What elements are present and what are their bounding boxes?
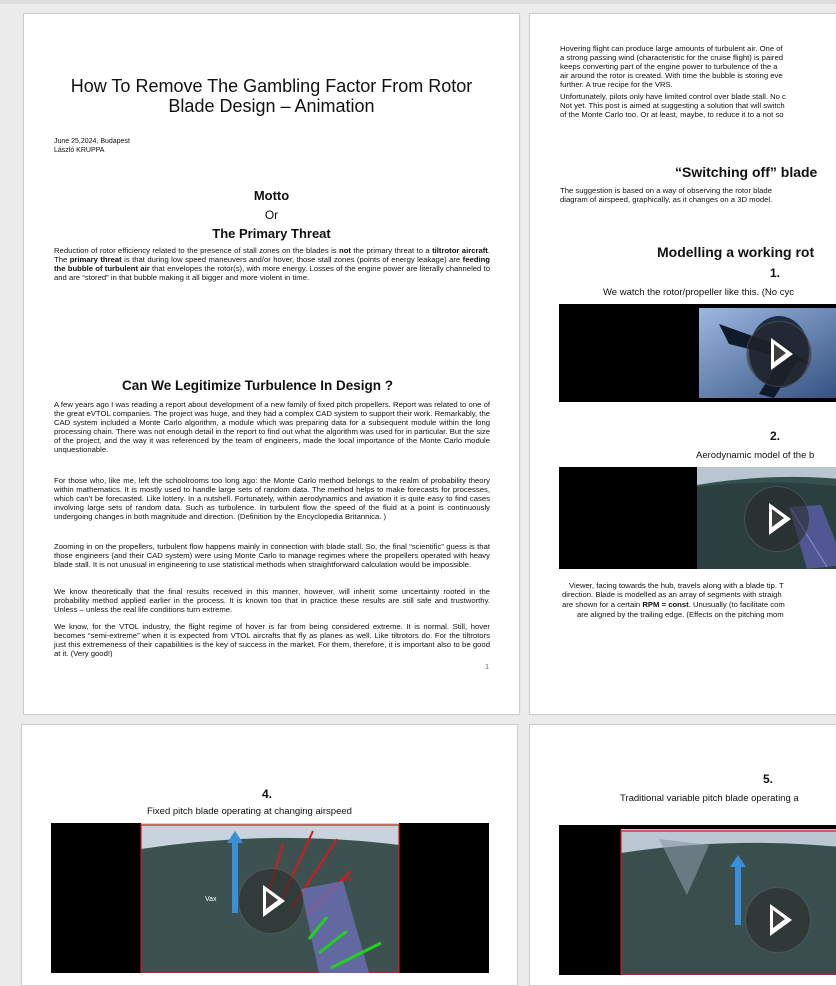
step-5-caption: Traditional variable pitch blade operating a xyxy=(620,793,799,804)
video-rotor-view[interactable] xyxy=(559,304,836,402)
play-button[interactable] xyxy=(746,321,812,387)
motto-heading: Motto xyxy=(253,188,290,203)
page2-paragraph-1: Hovering flight can produce large amounts of turbulent air. One of a strong passing wind (characteristic for the cruise flight) is paired keeps converting part of the engine power to turbulence of the a air around the rotor is created. With time the bubble is storing eve further. A true recipe for the VRS. xyxy=(560,44,784,90)
video-fixed-pitch[interactable] xyxy=(51,823,489,973)
document-page-1 xyxy=(23,13,520,715)
document-meta xyxy=(54,137,130,155)
title-line-2: Blade Design – Animation xyxy=(168,96,375,116)
document-author: László KRUPPA xyxy=(54,147,105,154)
video-blade-model[interactable] xyxy=(559,467,836,569)
body-paragraph-4: We know theoretically that the final results received in this manner, however, will inherit some uncertainty rooted in the probability method applied earlier in the process. It is known too that in practice these results are still safe and trustworthy. Unless – unless the real life conditions turn extreme. xyxy=(54,587,490,615)
play-button[interactable] xyxy=(744,486,810,552)
body-paragraph-2: For those who, like me, left the schoolrooms too long ago: the Monte Carlo method belongs to the realm of probability theory within mathematics. It is mostly used to handle large sets of random data. The method helps to make forecasts for processes, which can’t be forecasted. Like lottery. In a nutshell. Fortunately, within aerodynamics and aviation it is quite easy to find cases involving large sets of random data. Such as turbulence. In turbulent flow the speed of the fluid at a point is continuously undergoing changes in both magnitude and direction. (Definition by the Encyclopedia Britannica. ) xyxy=(54,476,490,522)
step-5-number: 5. xyxy=(763,772,774,786)
page2-paragraph-3: The suggestion is based on a way of observing the rotor blade diagram of airspeed, graphically, as it changes on a 3D model. xyxy=(560,186,773,205)
step-1-caption: We watch the rotor/propeller like this. (No cyc xyxy=(603,287,794,298)
body-paragraph-3: Zooming in on the propellers, turbulent flow happens mainly in connection with blade stall. So, the final “scientific” guess is that those engineers (and their CAD system) were using Monte Carlo to manage regimes where the propellers operated with heavy blade stall. It is not unusual in engineering to use statistical methods when straightforward calculation would be impossible. xyxy=(54,542,490,570)
play-button[interactable] xyxy=(745,887,811,953)
vax-label: Vax xyxy=(205,896,217,903)
vax-label-2: Vax xyxy=(341,876,353,883)
or-heading: Or xyxy=(264,208,279,222)
viewer-top-bar xyxy=(0,0,836,4)
document-page-2: Hovering flight can produce large amounts of turbulent air. One of a strong passing wind (characteristic for the cruise flight) is paired keeps converting part of the engine power to turbulence of the a air around the rotor is created. With time the bubble is storing eve further. A true recipe for the VRS. Unfortunately, pilots only have limited control over blade stall. No c Not yet. This post is aimed at suggesting a solution that will switch of the Monte Carlo too. Or at least, maybe, to reduce it to a not so “Switching off” blade The suggestion is based on a way of observing the rotor blade diagram of airspeed, graphically, as it changes on a 3D model. Modelling a working rot 1. We watch the rotor/propeller like this. (No cyc 2. Aerodynamic model of the b Viewer, facing towards the hub, travels along with a blade tip. T direction. Blade is modelled as an array of segments with straigh are shown for a certain RPM = const. Unusually (to facilitate com are aligned by the trailing edge. (Effects on the pitching mom xyxy=(529,13,836,715)
title-line-1: How To Remove The Gambling Factor From Rotor xyxy=(70,76,473,96)
document-title xyxy=(24,76,519,116)
primary-threat-heading: The Primary Threat xyxy=(212,226,331,241)
step-4-number: 4. xyxy=(262,787,273,801)
document-date: June 25,2024, Budapest xyxy=(54,138,130,145)
step-2-number: 2. xyxy=(770,429,781,443)
document-page-3 xyxy=(21,724,518,986)
motto-paragraph: Reduction of rotor efficiency related to the presence of stall zones on the blades is not the primary threat to a tiltrotor aircraft. The primary threat is that during low speed maneuvers and/or hover, those stall zones (points of energy leakage) are feeding the bubble of turbulent air that envelopes the rotor(s), with more energy. Losses of the engine power are literally channeled to and are “stored” in that bubble making it all bigger and more violent in time. xyxy=(54,246,491,283)
play-button[interactable] xyxy=(238,868,304,934)
modelling-heading: Modelling a working rot xyxy=(657,244,815,260)
step-4-caption: Fixed pitch blade operating at changing airspeed xyxy=(147,806,352,817)
step-1-number: 1. xyxy=(770,266,781,280)
section-heading: Can We Legitimize Turbulence In Design ? xyxy=(121,378,394,393)
video-variable-pitch[interactable] xyxy=(559,825,836,975)
body-paragraph-5: We know, for the VTOL industry, the flight regime of hover is far from being considered extreme. It is normal. Still, hover becomes “semi-extreme” when it is expected from VTOL aircrafts that fly as planes as well. Like tiltrotors do. For the tiltrotors just this extremeness of their capabilities is the key of success in the market. For them, therefore, it is important also to be good at it. (Very good!) xyxy=(54,622,490,659)
page-number: 1 xyxy=(485,664,489,671)
body-paragraph-1: A few years ago I was reading a report about development of a new family of fixed pitch propellers. Report was related to one of the great eVTOL companies. The project was huge, and they had a complex CAD system to support their work. Remarkably, the CAD system included a Monte Carlo algorithm, a module which was preparing data for a subsequent module within the long processing chain. There was not enough detail in the report to find out what the algorithm was used for in particular. But the size of the project, and the way it was referenced by the team of engineers, made the local importance of the Monte Carlo module unquestionable. xyxy=(54,400,490,455)
step-2-caption: Aerodynamic model of the b xyxy=(696,450,815,461)
rpm-line: are shown for a certain RPM = const. Unusually (to facilitate com xyxy=(562,600,785,609)
page2-paragraph-2: Unfortunately, pilots only have limited control over blade stall. No c Not yet. This post is aimed at suggesting a solution that will switch of the Monte Carlo too. Or at least, maybe, to reduce it to a not so xyxy=(560,92,786,120)
step-2-desc-line-3 xyxy=(562,600,785,609)
switching-off-heading: “Switching off” blade xyxy=(675,164,818,180)
document-page-4 xyxy=(529,724,836,986)
